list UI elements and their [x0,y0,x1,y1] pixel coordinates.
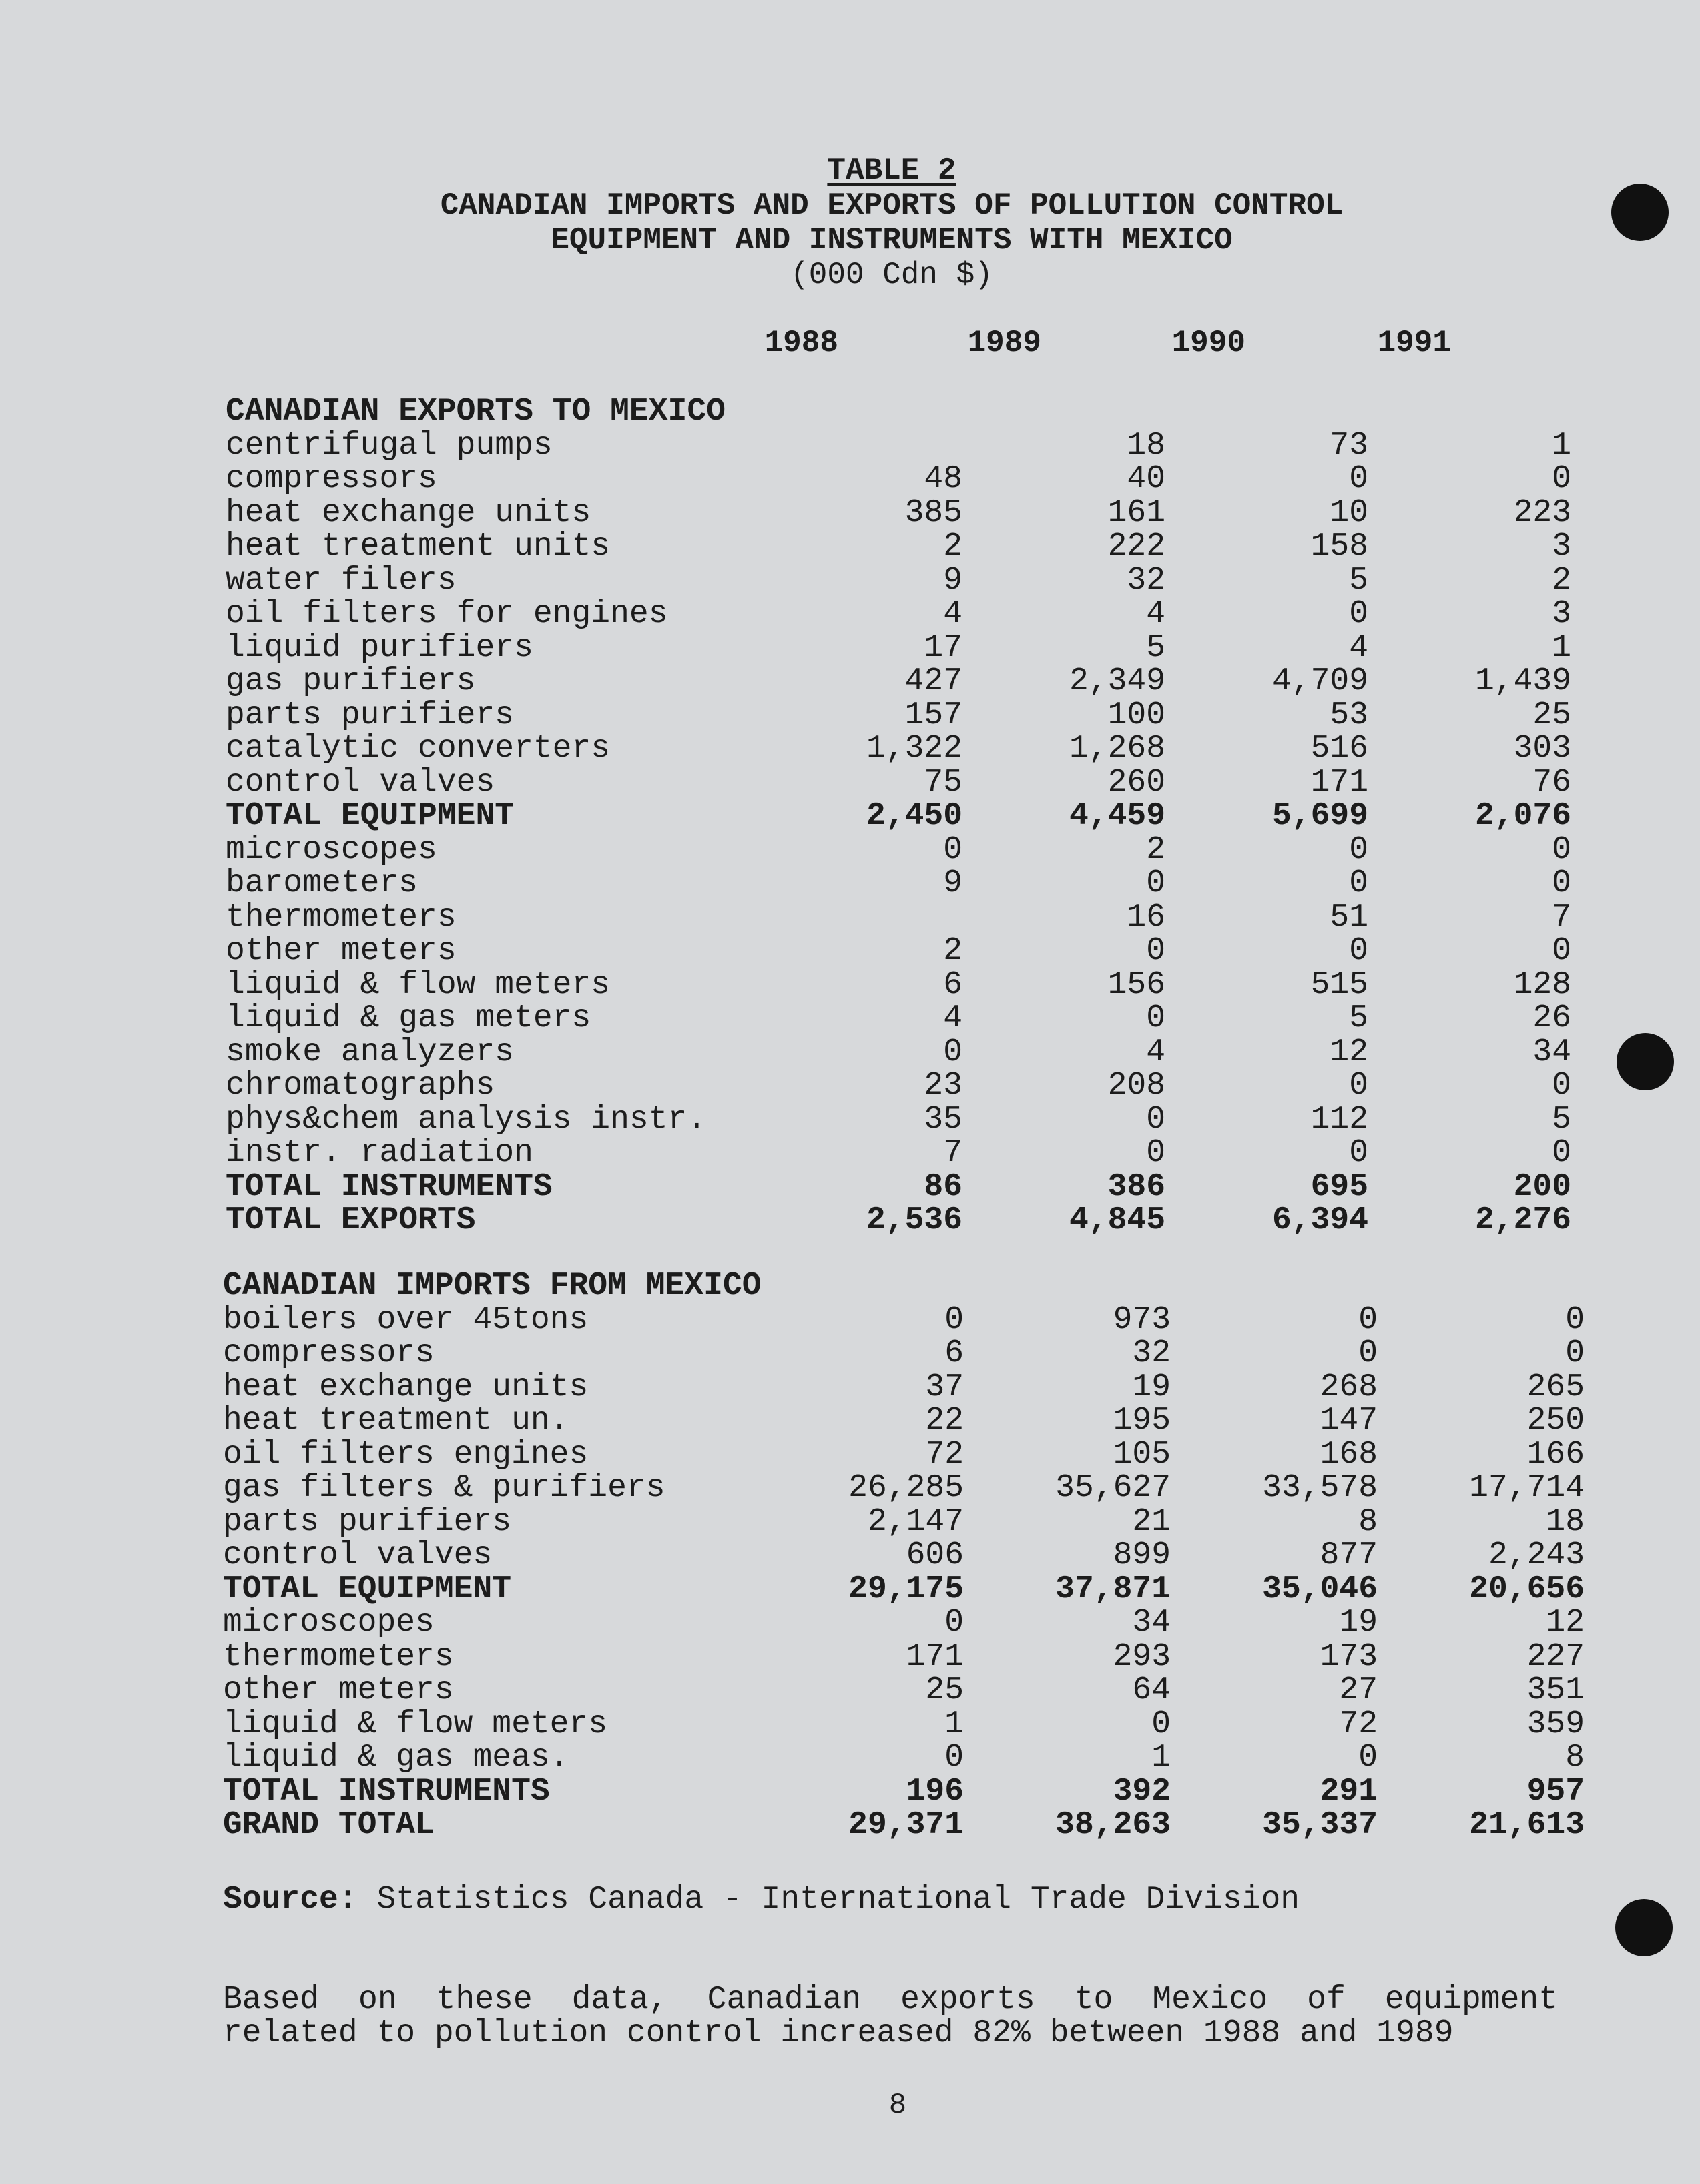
summary-line1: Based on these data, Canadian exports to Mexico of equipment [223,1982,1558,2018]
year-header-1989: 1989 [967,326,1041,360]
cell-1989: 0 [1146,865,1165,902]
cell-1988: 86 [924,1168,962,1205]
cell-1991: 166 [1526,1436,1585,1473]
table-row [226,1069,1571,1103]
cell-1988: 29,371 [848,1807,964,1844]
table-row [226,732,1571,766]
cell-1988: 26,285 [848,1470,964,1507]
cell-1991: 0 [1552,933,1571,970]
cell-1988: 4 [943,1000,962,1037]
table-row [226,699,1571,733]
table-row [223,1539,1585,1573]
cell-1991: 25 [1532,697,1571,733]
cell-1989: 195 [1113,1403,1171,1439]
cell-1988: 75 [924,764,962,801]
table-row [226,901,1571,935]
row-label: smoke analyzers [226,1034,515,1070]
table-row [226,631,1571,665]
cell-1991: 0 [1552,1135,1571,1172]
cell-1990: 147 [1320,1403,1378,1439]
summary-line2: related to pollution control increased 82% between 1988 and 1989 [223,2015,1454,2051]
cell-1991: 0 [1552,865,1571,902]
cell-1990: 0 [1349,933,1368,970]
exports-table [226,395,1571,1238]
cell-1991: 2,076 [1474,798,1571,835]
row-label: control valves [226,764,495,801]
cell-1991: 303 [1513,731,1571,767]
exports-section-heading: CANADIAN EXPORTS TO MEXICO [226,394,726,430]
cell-1990: 51 [1330,899,1368,936]
cell-1988: 196 [906,1773,964,1810]
cell-1990: 4 [1349,629,1368,666]
cell-1990: 53 [1330,697,1368,733]
imports-table [223,1269,1585,1842]
cell-1991: 26 [1532,1000,1571,1037]
cell-1990: 112 [1310,1101,1368,1138]
binder-hole-middle [1617,1033,1674,1090]
table-row [226,1103,1571,1137]
cell-1991: 2,243 [1488,1537,1585,1574]
cell-1989: 4,459 [1069,798,1165,835]
imports-section-heading-row [223,1269,1585,1303]
cell-1988: 606 [906,1537,964,1574]
cell-1988: 2 [943,933,962,970]
cell-1989: 222 [1107,528,1165,565]
cell-1991: 5 [1552,1101,1571,1138]
row-label: liquid & gas meas. [223,1740,569,1776]
row-label: oil filters engines [223,1436,589,1473]
cell-1988: 0 [944,1301,964,1338]
cell-1990: 19 [1339,1605,1378,1642]
cell-1989: 161 [1107,494,1165,531]
table-row [223,1371,1585,1405]
table-row [226,968,1571,1002]
year-header-1991: 1991 [1377,326,1451,360]
cell-1990: 0 [1358,1335,1378,1372]
cell-1990: 35,046 [1262,1571,1378,1607]
cell-1988: 25 [925,1672,964,1709]
cell-1989: 156 [1107,966,1165,1003]
cell-1990: 72 [1339,1706,1378,1742]
table-row [226,1204,1571,1238]
table-row [226,665,1571,699]
table-row [223,1741,1585,1775]
cell-1990: 0 [1358,1740,1378,1776]
cell-1988: 0 [944,1605,964,1642]
table-row [223,1471,1585,1505]
cell-1988: 29,175 [848,1571,964,1607]
row-label: liquid & flow meters [223,1706,608,1742]
row-label: phys&chem analysis instr. [226,1101,707,1138]
table-row [223,1438,1585,1472]
row-label: TOTAL EQUIPMENT [226,798,515,835]
cell-1990: 10 [1330,494,1368,531]
cell-1990: 516 [1310,731,1368,767]
cell-1991: 200 [1513,1168,1571,1205]
cell-1988: 7 [943,1135,962,1172]
cell-1989: 35,627 [1055,1470,1171,1507]
cell-1989: 34 [1132,1605,1171,1642]
cell-1989: 1,268 [1069,731,1165,767]
cell-1991: 128 [1513,966,1571,1003]
cell-1991: 1,439 [1474,663,1571,700]
cell-1989: 1 [1151,1740,1171,1776]
cell-1989: 64 [1132,1672,1171,1709]
cell-1990: 173 [1320,1638,1378,1675]
cell-1991: 18 [1546,1503,1585,1540]
cell-1991: 3 [1552,596,1571,633]
cell-1990: 291 [1320,1773,1378,1810]
cell-1990: 268 [1320,1369,1378,1405]
cell-1990: 171 [1310,764,1368,801]
source-text: Statistics Canada - International Trade Division [376,1882,1300,1918]
cell-1988: 4 [943,596,962,633]
cell-1990: 158 [1310,528,1368,565]
row-label: thermometers [223,1638,454,1675]
summary-paragraph [223,1983,1558,2050]
cell-1988: 48 [924,461,962,498]
row-label: chromatographs [226,1068,495,1104]
table-row [223,1775,1585,1809]
table-row [223,1808,1585,1842]
row-label: TOTAL INSTRUMENTS [226,1168,553,1205]
cell-1991: 957 [1526,1773,1585,1810]
cell-1989: 100 [1107,697,1165,733]
table-row [223,1505,1585,1539]
imports-section-heading: CANADIAN IMPORTS FROM MEXICO [223,1268,762,1305]
cell-1989: 40 [1127,461,1165,498]
cell-1989: 21 [1132,1503,1171,1540]
cell-1990: 5 [1349,562,1368,599]
cell-1988: 1 [944,1706,964,1742]
cell-1989: 2,349 [1069,663,1165,700]
cell-1989: 5 [1146,629,1165,666]
cell-1989: 208 [1107,1068,1165,1104]
cell-1989: 37,871 [1055,1571,1171,1607]
cell-1988 [760,901,962,935]
row-label: catalytic converters [226,731,611,767]
table-row [226,564,1571,598]
row-label: heat treatment units [226,528,611,565]
imports-table-body [223,1269,1585,1842]
cell-1989: 2 [1146,831,1165,868]
table-row [226,833,1571,867]
row-label: oil filters for engines [226,596,668,633]
table-row [223,1640,1585,1674]
row-label: water filers [226,562,457,599]
row-label: liquid purifiers [226,629,533,666]
row-label: control valves [223,1537,493,1574]
table-title-line2: EQUIPMENT AND INSTRUMENTS WITH MEXICO [551,223,1233,258]
cell-1988: 9 [943,562,962,599]
table-row [226,462,1571,496]
row-label: parts purifiers [223,1503,512,1540]
row-label: instr. radiation [226,1135,533,1172]
cell-1989: 0 [1146,933,1165,970]
table-row [223,1404,1585,1438]
row-label: compressors [226,461,437,498]
cell-1990: 6,394 [1271,1202,1368,1239]
cell-1991: 0 [1552,1068,1571,1104]
cell-1988: 2,147 [867,1503,964,1540]
cell-1988: 157 [904,697,962,733]
cell-1989: 105 [1113,1436,1171,1473]
row-label: heat exchange units [223,1369,589,1405]
cell-1988: 6 [943,966,962,1003]
table-row [226,597,1571,631]
cell-1990: 0 [1358,1301,1378,1338]
cell-1988: 17 [924,629,962,666]
cell-1989: 386 [1107,1168,1165,1205]
cell-1988: 35 [924,1101,962,1138]
table-units: (000 Cdn $) [790,258,993,292]
cell-1991: 7 [1552,899,1571,936]
cell-1989: 19 [1132,1369,1171,1405]
exports-section-heading-row [226,395,1571,429]
cell-1990: 0 [1349,1135,1368,1172]
cell-1990: 0 [1349,831,1368,868]
cell-1989: 260 [1107,764,1165,801]
cell-1988: 1,322 [866,731,962,767]
table-row [226,1036,1571,1070]
cell-1991: 2,276 [1474,1202,1571,1239]
cell-1990: 877 [1320,1537,1378,1574]
table-row [226,496,1571,530]
cell-1990: 8 [1358,1503,1378,1540]
page-number: 8 [888,2089,907,2122]
cell-1990: 0 [1349,461,1368,498]
cell-1989: 18 [1127,427,1165,464]
table-number: TABLE 2 [827,153,956,188]
cell-1988: 2,536 [866,1202,962,1239]
row-label: boilers over 45tons [223,1301,589,1338]
cell-1991: 34 [1532,1034,1571,1070]
table-row [226,1002,1571,1036]
row-label: compressors [223,1335,435,1372]
cell-1990: 5,699 [1271,798,1368,835]
year-header-1988: 1988 [764,326,838,360]
cell-1991: 1 [1552,427,1571,464]
cell-1991: 12 [1546,1605,1585,1642]
cell-1991: 76 [1532,764,1571,801]
cell-1989: 4,845 [1069,1202,1165,1239]
cell-1988: 171 [906,1638,964,1675]
cell-1991: 0 [1552,831,1571,868]
cell-1989: 0 [1146,1101,1165,1138]
row-label: heat exchange units [226,494,591,531]
cell-1990: 35,337 [1262,1807,1378,1844]
cell-1988: 6 [944,1335,964,1372]
cell-1988: 2 [943,528,962,565]
cell-1989: 16 [1127,899,1165,936]
cell-1991: 351 [1526,1672,1585,1709]
row-label: microscopes [226,831,437,868]
cell-1988: 9 [943,865,962,902]
cell-1990: 4,709 [1271,663,1368,700]
cell-1990: 12 [1330,1034,1368,1070]
row-label: thermometers [226,899,457,936]
cell-1990: 0 [1349,1068,1368,1104]
source-label: Source: [223,1882,358,1918]
cell-1991: 1 [1552,629,1571,666]
cell-1989: 0 [1146,1000,1165,1037]
row-label: other meters [226,933,457,970]
cell-1991: 359 [1526,1706,1585,1742]
row-label: gas filters & purifiers [223,1470,665,1507]
row-label: liquid & gas meters [226,1000,591,1037]
table-row [226,429,1571,463]
table-row [223,1606,1585,1640]
table-title-line1: CANADIAN IMPORTS AND EXPORTS OF POLLUTION CONTROL [440,188,1344,223]
row-label: gas purifiers [226,663,476,700]
table-row [226,934,1571,968]
cell-1988: 22 [925,1403,964,1439]
cell-1990: 0 [1349,596,1368,633]
row-label: TOTAL EQUIPMENT [223,1571,512,1607]
cell-1991: 21,613 [1469,1807,1585,1844]
table-row [223,1303,1585,1337]
cell-1991: 3 [1552,528,1571,565]
cell-1991: 227 [1526,1638,1585,1675]
cell-1988: 427 [904,663,962,700]
table-row [226,799,1571,833]
source-note [223,1882,1300,1918]
cell-1989: 0 [1146,1135,1165,1172]
cell-1989: 38,263 [1055,1807,1171,1844]
year-header-row [0,326,1700,360]
table-row [226,867,1571,901]
table-row [223,1708,1585,1742]
cell-1991: 20,656 [1469,1571,1585,1607]
cell-1990: 168 [1320,1436,1378,1473]
cell-1988: 2,450 [866,798,962,835]
row-label: TOTAL INSTRUMENTS [223,1773,550,1810]
year-header-1990: 1990 [1171,326,1245,360]
cell-1991: 0 [1552,461,1571,498]
cell-1988: 385 [904,494,962,531]
cell-1990: 695 [1310,1168,1368,1205]
row-label: parts purifiers [226,697,515,733]
cell-1991: 2 [1552,562,1571,599]
cell-1991: 265 [1526,1369,1585,1405]
cell-1988: 0 [944,1740,964,1776]
row-label: centrifugal pumps [226,427,553,464]
cell-1990: 515 [1310,966,1368,1003]
cell-1989: 293 [1113,1638,1171,1675]
cell-1988 [760,429,962,463]
cell-1990: 5 [1349,1000,1368,1037]
cell-1988: 37 [925,1369,964,1405]
cell-1991: 223 [1513,494,1571,531]
cell-1991: 250 [1526,1403,1585,1439]
table-row [223,1573,1585,1607]
table-row [226,530,1571,564]
table-row [226,1136,1571,1170]
cell-1991: 8 [1565,1740,1585,1776]
row-label: heat treatment un. [223,1403,569,1439]
cell-1991: 0 [1565,1301,1585,1338]
table-title-block [0,153,1700,292]
table-row [226,1170,1571,1204]
cell-1989: 32 [1132,1335,1171,1372]
cell-1989: 392 [1113,1773,1171,1810]
table-row [223,1337,1585,1371]
row-label: GRAND TOTAL [223,1807,435,1844]
row-label: liquid & flow meters [226,966,611,1003]
cell-1988: 0 [943,831,962,868]
cell-1989: 4 [1146,596,1165,633]
cell-1988: 72 [925,1436,964,1473]
cell-1990: 73 [1330,427,1368,464]
cell-1991: 17,714 [1469,1470,1585,1507]
cell-1990: 0 [1349,865,1368,902]
row-label: barometers [226,865,418,902]
cell-1989: 0 [1151,1706,1171,1742]
cell-1989: 32 [1127,562,1165,599]
cell-1990: 27 [1339,1672,1378,1709]
cell-1989: 4 [1146,1034,1165,1070]
row-label: other meters [223,1672,454,1709]
exports-table-body [226,395,1571,1238]
cell-1990: 33,578 [1262,1470,1378,1507]
table-row [223,1674,1585,1708]
row-label: microscopes [223,1605,435,1642]
cell-1988: 0 [943,1034,962,1070]
table-row [226,766,1571,800]
row-label: TOTAL EXPORTS [226,1202,476,1239]
cell-1989: 899 [1113,1537,1171,1574]
cell-1991: 0 [1565,1335,1585,1372]
cell-1989: 973 [1113,1301,1171,1338]
binder-hole-bottom [1615,1899,1673,1956]
cell-1988: 23 [924,1068,962,1104]
